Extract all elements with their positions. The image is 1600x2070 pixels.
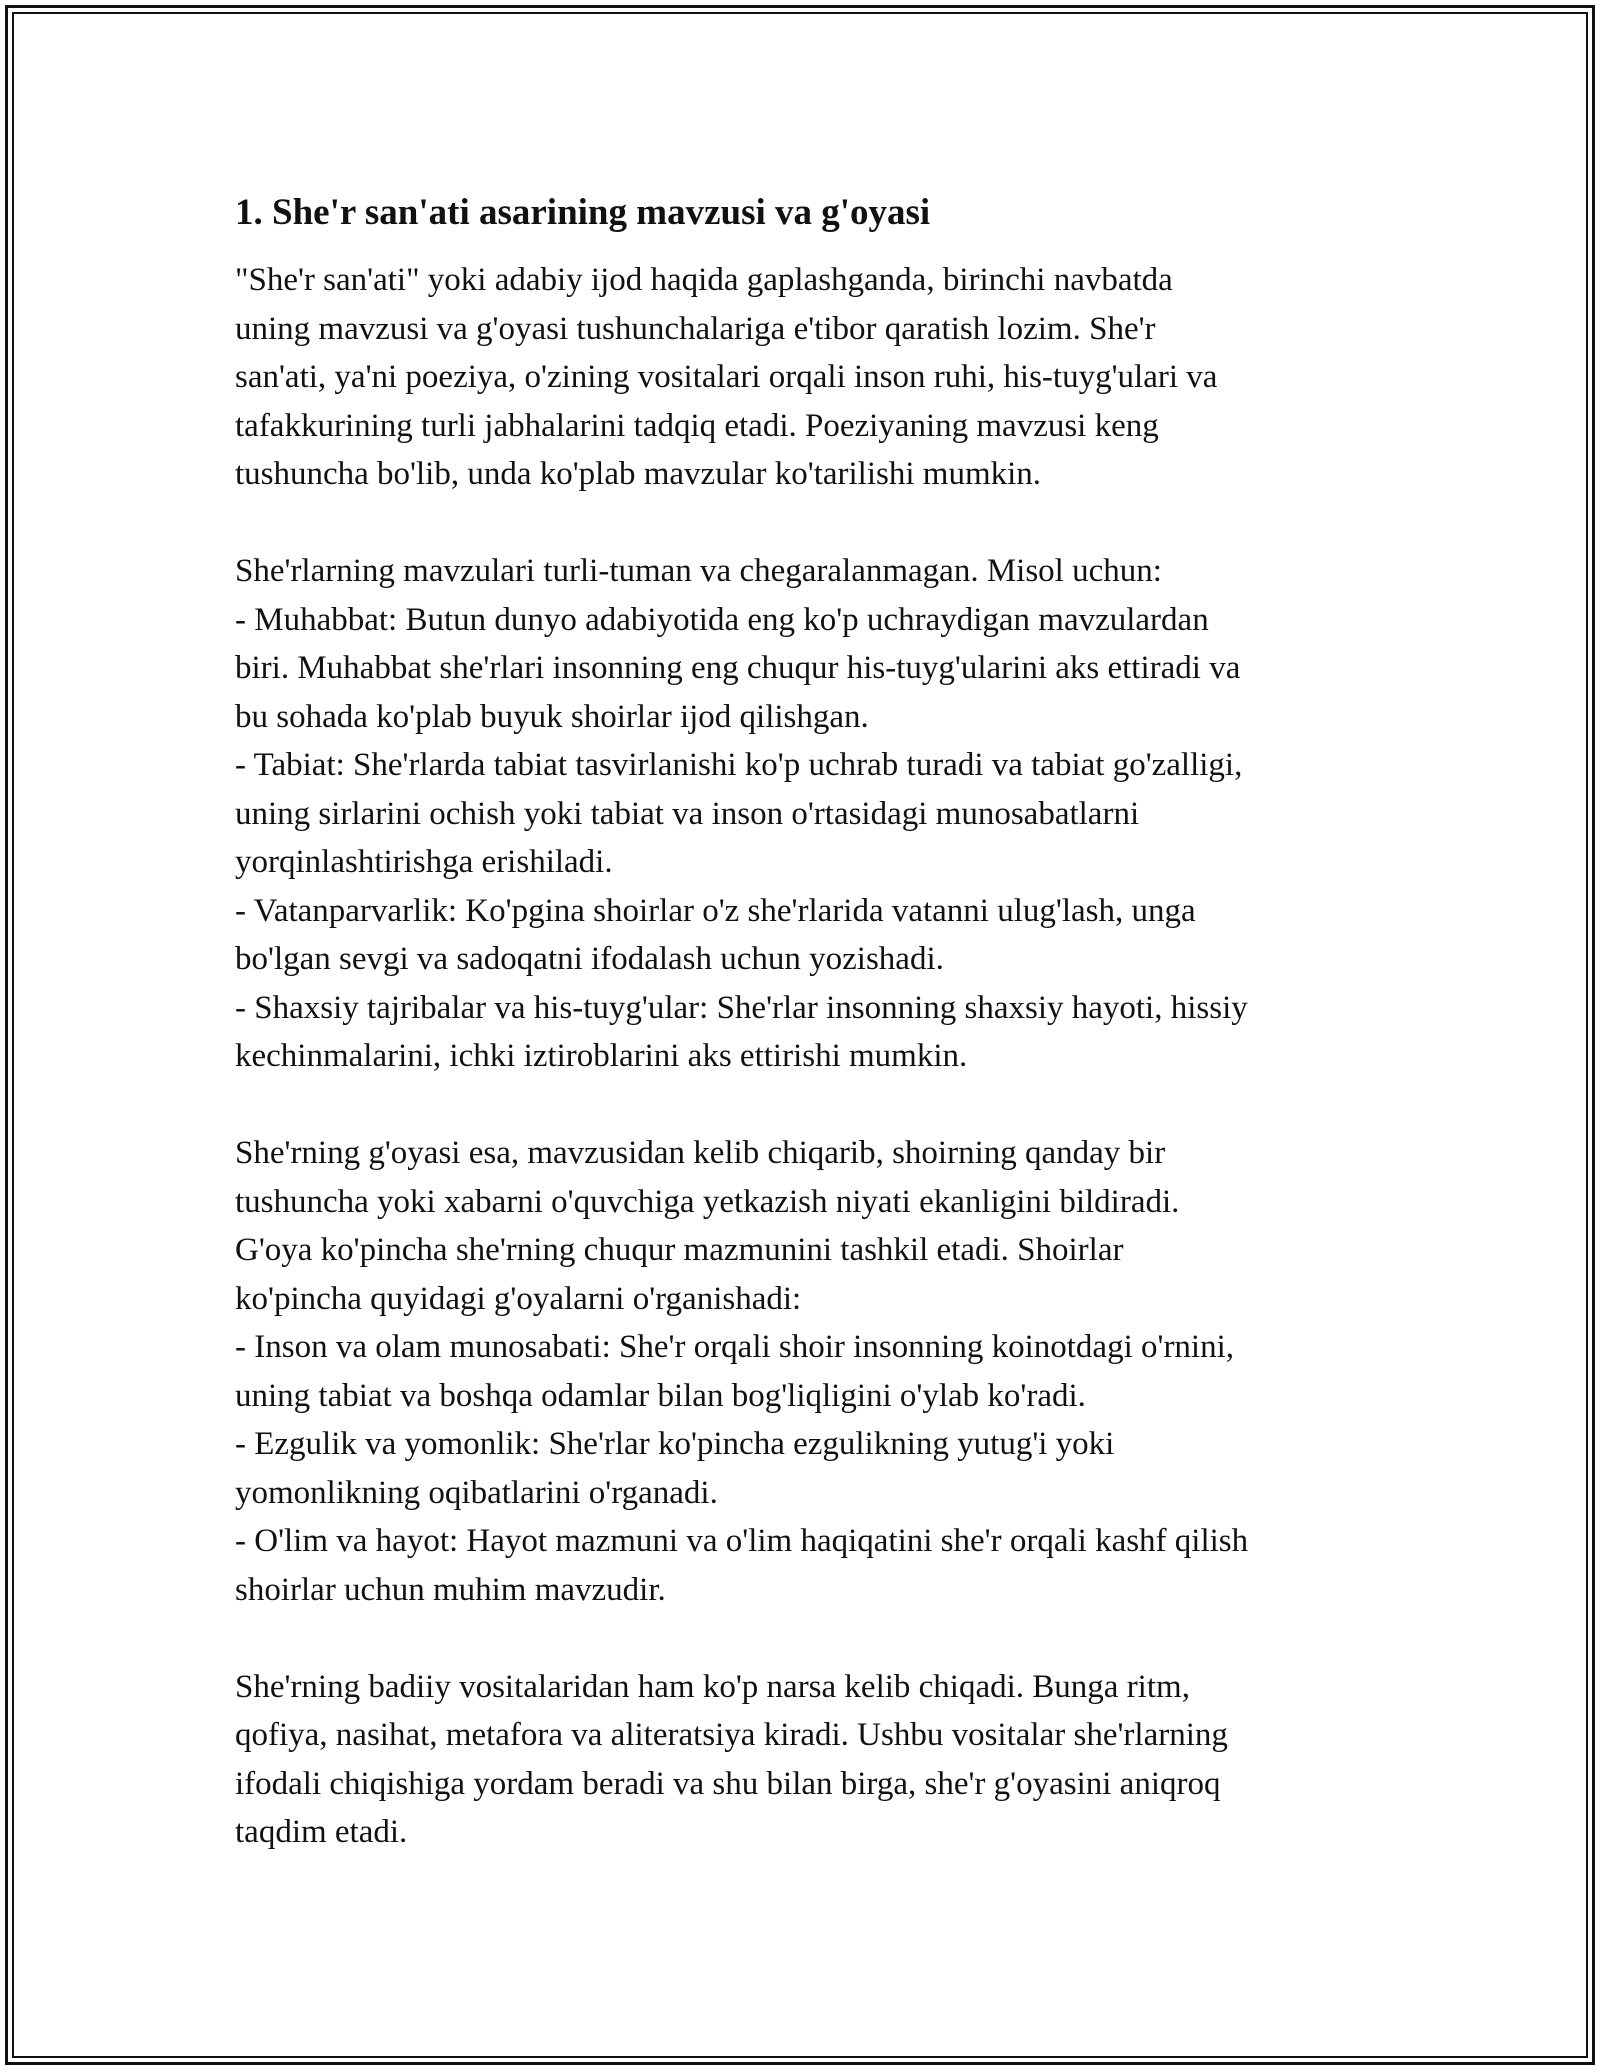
text-line: tushuncha bo'lib, unda ko'plab mavzular ko'tarilishi mumkin. [235, 456, 1042, 492]
text-line: uning tabiat va boshqa odamlar bilan bog'liqligini o'ylab ko'radi. [235, 1377, 1086, 1414]
section-heading: 1. She'r san'ati asarining mavzusi va g'oyasi [235, 192, 931, 233]
text-line: uning mavzusi va g'oyasi tushunchalariga e'tibor qaratish lozim. She'r [235, 310, 1156, 347]
text-line: kechinmalarini, ichki iztiroblarini aks ettirishi mumkin. [235, 1038, 968, 1074]
text-line: yorqinlashtirishga erishiladi. [235, 844, 613, 880]
paragraph-spacer [235, 1081, 1380, 1130]
text-line: taqdim etadi. [235, 1814, 408, 1850]
list-item-line: - Inson va olam munosabati: She'r orqali shoir insonning koinotdagi o'rnini, [235, 1329, 1235, 1365]
text-line: qofiya, nasihat, metafora va aliteratsiya kiradi. Ushbu vositalar she'rlarning [235, 1717, 1228, 1753]
list-item-line: - Vatanparvarlik: Ko'pgina shoirlar o'z she'rlarida vatanni ulug'lash, unga [235, 892, 1196, 929]
paragraph-spacer [235, 499, 1380, 548]
paragraph-devices [235, 1663, 1380, 1857]
text-line: yomonlikning oqibatlarini o'rganadi. [235, 1474, 718, 1511]
text-line: shoirlar uchun muhim mavzudir. [235, 1571, 666, 1608]
text-line: "She'r san'ati" yoki adabiy ijod haqida gaplashganda, birinchi navbatda [235, 262, 1173, 298]
text-line: uning sirlarini ochish yoki tabiat va inson o'rtasidagi munosabatlarni [235, 795, 1140, 832]
text-line: She'rning g'oyasi esa, mavzusidan kelib chiqarib, shoirning qanday bir [235, 1135, 1166, 1171]
text-line: biri. Muhabbat she'rlari insonning eng chuqur his-tuyg'ularini aks ettiradi va [235, 650, 1241, 686]
list-item-line: - Tabiat: She'rlarda tabiat tasvirlanishi ko'p uchrab turadi va tabiat go'zalligi, [235, 747, 1243, 783]
paragraph-ideas [235, 1129, 1380, 1614]
text-line: bo'lgan sevgi va sadoqatni ifodalash uchun yozishadi. [235, 941, 944, 977]
text-line: bu sohada ko'plab buyuk shoirlar ijod qilishgan. [235, 698, 869, 735]
list-item-line: - Shaxsiy tajribalar va his-tuyg'ular: She'rlar insonning shaxsiy hayoti, hissiy [235, 989, 1248, 1026]
paragraph-themes [235, 547, 1380, 1081]
list-item-line: - Muhabbat: Butun dunyo adabiyotida eng ko'p uchraydigan mavzulardan [235, 601, 1209, 638]
text-line: ifodali chiqishiga yordam beradi va shu bilan birga, she'r g'oyasini aniqroq [235, 1765, 1221, 1802]
text-line: G'oya ko'pincha she'rning chuqur mazmunini tashkil etadi. Shoirlar [235, 1232, 1124, 1268]
text-line: tushuncha yoki xabarni o'quvchiga yetkazish niyati ekanligini bildiradi. [235, 1183, 1180, 1220]
document-body [235, 188, 1380, 1857]
text-line: She'rning badiiy vositalaridan ham ko'p narsa kelib chiqadi. Bunga ritm, [235, 1668, 1190, 1705]
text-line: She'rlarning mavzulari turli-tuman va chegaralanmagan. Misol uchun: [235, 553, 1162, 589]
paragraph-spacer [235, 1614, 1380, 1663]
text-line: ko'pincha quyidagi g'oyalarni o'rganishadi: [235, 1280, 802, 1317]
list-item-line: - O'lim va hayot: Hayot mazmuni va o'lim haqiqatini she'r orqali kashf qilish [235, 1523, 1249, 1559]
list-item-line: - Ezgulik va yomonlik: She'rlar ko'pincha ezgulikning yutug'i yoki [235, 1426, 1115, 1462]
text-line: san'ati, ya'ni poeziya, o'zining vositalari orqali inson ruhi, his-tuyg'ulari va [235, 359, 1218, 395]
text-line: tafakkurining turli jabhalarini tadqiq etadi. Poeziyaning mavzusi keng [235, 407, 1159, 444]
paragraph-intro [235, 256, 1380, 499]
